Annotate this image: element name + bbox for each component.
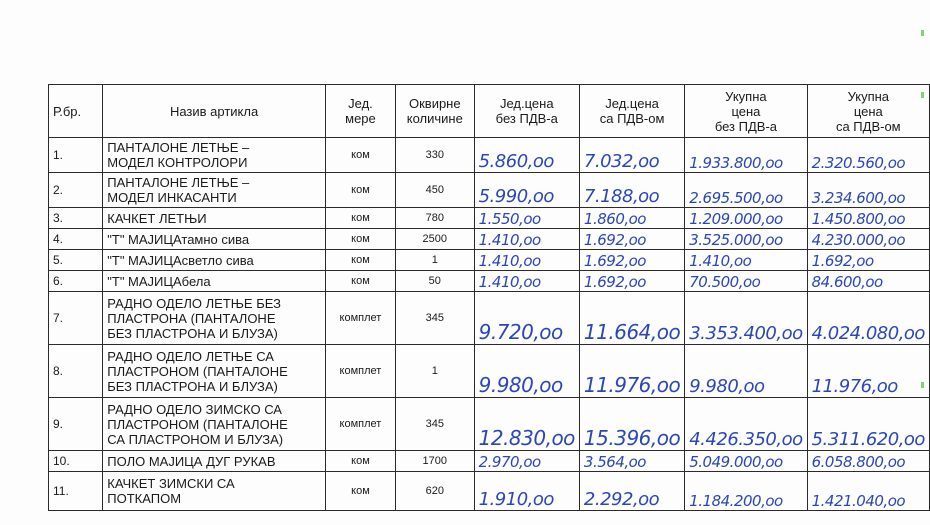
item-name xyxy=(103,398,326,451)
row-number: 4. xyxy=(49,229,103,250)
table-row xyxy=(49,398,930,451)
table-row xyxy=(49,271,930,292)
handwritten-unit-price-gross: 7.032,oo xyxy=(579,138,684,173)
row-number: 1. xyxy=(49,138,103,173)
item-name-line: БЕЗ ПЛАСТРОНА И БЛУЗА) xyxy=(107,325,278,341)
item-name xyxy=(103,472,326,511)
item-quantity: 345 xyxy=(395,292,474,345)
handwritten-unit-price-gross: 11.664,oo xyxy=(579,292,684,345)
handwritten-unit-price-net: 5.990,oo xyxy=(474,173,579,208)
handwritten-total-gross: 5.311.620,oo xyxy=(807,398,929,451)
item-quantity: 1700 xyxy=(395,451,474,472)
item-name-line: СА ПЛАСТРОНОМ И БЛУЗА) xyxy=(107,431,284,447)
header-unit-line: Јед. xyxy=(348,96,373,111)
item-name xyxy=(103,292,326,345)
item-name xyxy=(103,138,326,173)
handwritten-unit-price-net: 1.910,oo xyxy=(474,472,579,511)
item-unit: ком xyxy=(325,229,395,250)
header-unit xyxy=(325,85,395,138)
table-row xyxy=(49,345,930,398)
price-table xyxy=(48,84,930,511)
header-qty-line: количине xyxy=(406,111,463,126)
handwritten-unit-price-net: 2.970,oo xyxy=(474,451,579,472)
item-unit: ком xyxy=(325,271,395,292)
handwritten-unit-price-net: 9.980,oo xyxy=(474,345,579,398)
header-line: Јед.цена xyxy=(499,96,554,111)
header-line: Јед.цена xyxy=(605,96,659,111)
row-number: 2. xyxy=(49,173,103,208)
handwritten-total-gross: 1.421.040,oo xyxy=(807,472,929,511)
table-row xyxy=(49,229,930,250)
handwritten-unit-price-gross: 1.692,oo xyxy=(579,271,684,292)
handwritten-unit-price-gross: 11.976,oo xyxy=(579,345,684,398)
header-unit-line: мере xyxy=(345,111,376,126)
item-name-line: РАДНО ОДЕЛО ЛЕТЊЕ БЕЗ xyxy=(107,295,281,311)
handwritten-total-net: 5.049.000,oo xyxy=(685,451,807,472)
item-name-line: "Т" МАЈИЦАсветло сива xyxy=(107,252,254,268)
item-quantity: 620 xyxy=(395,472,474,511)
header-line: цена xyxy=(731,103,761,119)
header-no: Р.бр. xyxy=(49,85,103,138)
handwritten-total-gross: 4.230.000,oo xyxy=(807,229,929,250)
row-number: 7. xyxy=(49,292,103,345)
item-quantity: 330 xyxy=(395,138,474,173)
header-line: без ПДВ-а xyxy=(495,111,558,126)
table-row xyxy=(49,250,930,271)
item-name-line: "Т" МАЈИЦАбела xyxy=(107,273,211,289)
item-name-line: БЕЗ ПЛАСТРОНА И БЛУЗА) xyxy=(107,378,278,394)
handwritten-total-gross: 1.692,oo xyxy=(807,250,929,271)
item-unit: ком xyxy=(325,138,395,173)
item-name-line: ПЛАСТРОНА (ПАНТАЛОНЕ xyxy=(107,310,276,326)
handwritten-total-gross: 3.234.600,oo xyxy=(807,173,929,208)
handwritten-unit-price-net: 1.410,oo xyxy=(474,229,579,250)
handwritten-unit-price-gross: 1.860,oo xyxy=(579,208,684,229)
row-number: 8. xyxy=(49,345,103,398)
table-row xyxy=(49,292,930,345)
header-total-net xyxy=(685,85,807,138)
item-unit: ком xyxy=(325,208,395,229)
handwritten-total-gross: 11.976,oo xyxy=(807,345,929,398)
item-name-line: ПОЛО МАЈИЦА ДУГ РУКАВ xyxy=(107,453,276,469)
header-line: Укупна xyxy=(847,88,890,104)
item-name-line: МОДЕЛ ИНКАСАНТИ xyxy=(107,190,237,205)
handwritten-total-gross: 84.600,oo xyxy=(807,271,929,292)
header-unit-price-net xyxy=(474,85,579,138)
handwritten-total-net: 3.525.000,oo xyxy=(685,229,807,250)
item-unit: комплет xyxy=(325,345,395,398)
table-row xyxy=(49,173,930,208)
item-quantity: 780 xyxy=(395,208,474,229)
handwritten-unit-price-gross: 7.188,oo xyxy=(579,173,684,208)
row-number: 6. xyxy=(49,271,103,292)
item-name xyxy=(103,345,326,398)
handwritten-unit-price-net: 12.830,oo xyxy=(474,398,579,451)
header-line: цена xyxy=(853,103,883,119)
handwritten-total-net: 1.209.000,oo xyxy=(685,208,807,229)
handwritten-unit-price-net: 1.550,oo xyxy=(474,208,579,229)
header-name: Назив артикла xyxy=(103,85,326,138)
scan-edge-mark xyxy=(921,30,924,36)
handwritten-total-net: 1.184.200,oo xyxy=(685,472,807,511)
item-name xyxy=(103,271,326,292)
handwritten-total-net: 2.695.500,oo xyxy=(685,173,807,208)
item-name xyxy=(103,173,326,208)
handwritten-total-net: 70.500,oo xyxy=(685,271,807,292)
item-name-line: ПОТКАПОМ xyxy=(107,491,182,506)
item-quantity: 50 xyxy=(395,271,474,292)
item-name-line: ПАНТАЛОНЕ ЛЕТЊЕ – xyxy=(107,175,250,190)
item-name xyxy=(103,229,326,250)
handwritten-unit-price-net: 1.410,oo xyxy=(474,271,579,292)
header-unit-price-gross xyxy=(579,85,684,138)
row-number: 9. xyxy=(49,398,103,451)
item-quantity: 2500 xyxy=(395,229,474,250)
item-name-line: КАЧКЕТ ЗИМСКИ СА xyxy=(107,476,235,491)
handwritten-unit-price-gross: 3.564,oo xyxy=(579,451,684,472)
table-row xyxy=(49,451,930,472)
row-number: 11. xyxy=(49,472,103,511)
header-line: са ПДВ-ом xyxy=(835,118,901,134)
item-quantity: 1 xyxy=(395,345,474,398)
item-name-line: МОДЕЛ КОНТРОЛОРИ xyxy=(107,155,248,170)
item-unit: ком xyxy=(325,451,395,472)
row-number: 5. xyxy=(49,250,103,271)
handwritten-unit-price-gross: 2.292,oo xyxy=(579,472,684,511)
header-line: без ПДВ-а xyxy=(714,118,778,134)
row-number: 3. xyxy=(49,208,103,229)
table-body xyxy=(49,138,930,511)
item-quantity: 1 xyxy=(395,250,474,271)
item-quantity: 345 xyxy=(395,398,474,451)
item-name-line: ПЛАСТРОНОМ (ПАНТАЛОНЕ xyxy=(107,416,288,432)
item-name-line: РАДНО ОДЕЛО ЗИМСКО СА xyxy=(107,401,282,417)
header-line: Укупна xyxy=(725,88,767,104)
table-header-row xyxy=(49,85,930,138)
handwritten-unit-price-gross: 1.692,oo xyxy=(579,250,684,271)
item-unit: комплет xyxy=(325,292,395,345)
item-name-line: КАЧКЕТ ЛЕТЊИ xyxy=(107,210,207,226)
header-qty xyxy=(395,85,474,138)
handwritten-total-net: 4.426.350,oo xyxy=(685,398,807,451)
handwritten-total-gross: 1.450.800,oo xyxy=(807,208,929,229)
handwritten-unit-price-net: 1.410,oo xyxy=(474,250,579,271)
handwritten-unit-price-net: 5.860,oo xyxy=(474,138,579,173)
item-name-line: РАДНО ОДЕЛО ЛЕТЊЕ СА xyxy=(107,348,274,364)
item-quantity: 450 xyxy=(395,173,474,208)
table-row xyxy=(49,472,930,511)
item-unit: ком xyxy=(325,472,395,511)
item-name xyxy=(103,250,326,271)
handwritten-total-net: 9.980,oo xyxy=(685,345,807,398)
handwritten-total-gross: 6.058.800,oo xyxy=(807,451,929,472)
header-qty-line: Оквирне xyxy=(408,96,461,111)
handwritten-unit-price-net: 9.720,oo xyxy=(474,292,579,345)
handwritten-unit-price-gross: 15.396,oo xyxy=(579,398,684,451)
handwritten-total-gross: 4.024.080,oo xyxy=(807,292,929,345)
handwritten-total-gross: 2.320.560,oo xyxy=(807,138,929,173)
table-row xyxy=(49,208,930,229)
header-line: са ПДВ-ом xyxy=(599,111,665,126)
item-name-line: "Т" МАЈИЦАтамно сива xyxy=(107,231,250,247)
item-name xyxy=(103,451,326,472)
handwritten-unit-price-gross: 1.692,oo xyxy=(579,229,684,250)
handwritten-total-net: 1.410,oo xyxy=(685,250,807,271)
item-unit: ком xyxy=(325,250,395,271)
item-name-line: ПЛАСТРОНОМ (ПАНТАЛОНЕ xyxy=(107,363,288,379)
handwritten-total-net: 3.353.400,oo xyxy=(685,292,807,345)
header-total-gross xyxy=(807,85,929,138)
item-unit: комплет xyxy=(325,398,395,451)
item-name xyxy=(103,208,326,229)
item-name-line: ПАНТАЛОНЕ ЛЕТЊЕ – xyxy=(107,140,250,155)
item-unit: ком xyxy=(325,173,395,208)
table-row xyxy=(49,138,930,173)
row-number: 10. xyxy=(49,451,103,472)
handwritten-total-net: 1.933.800,oo xyxy=(685,138,807,173)
